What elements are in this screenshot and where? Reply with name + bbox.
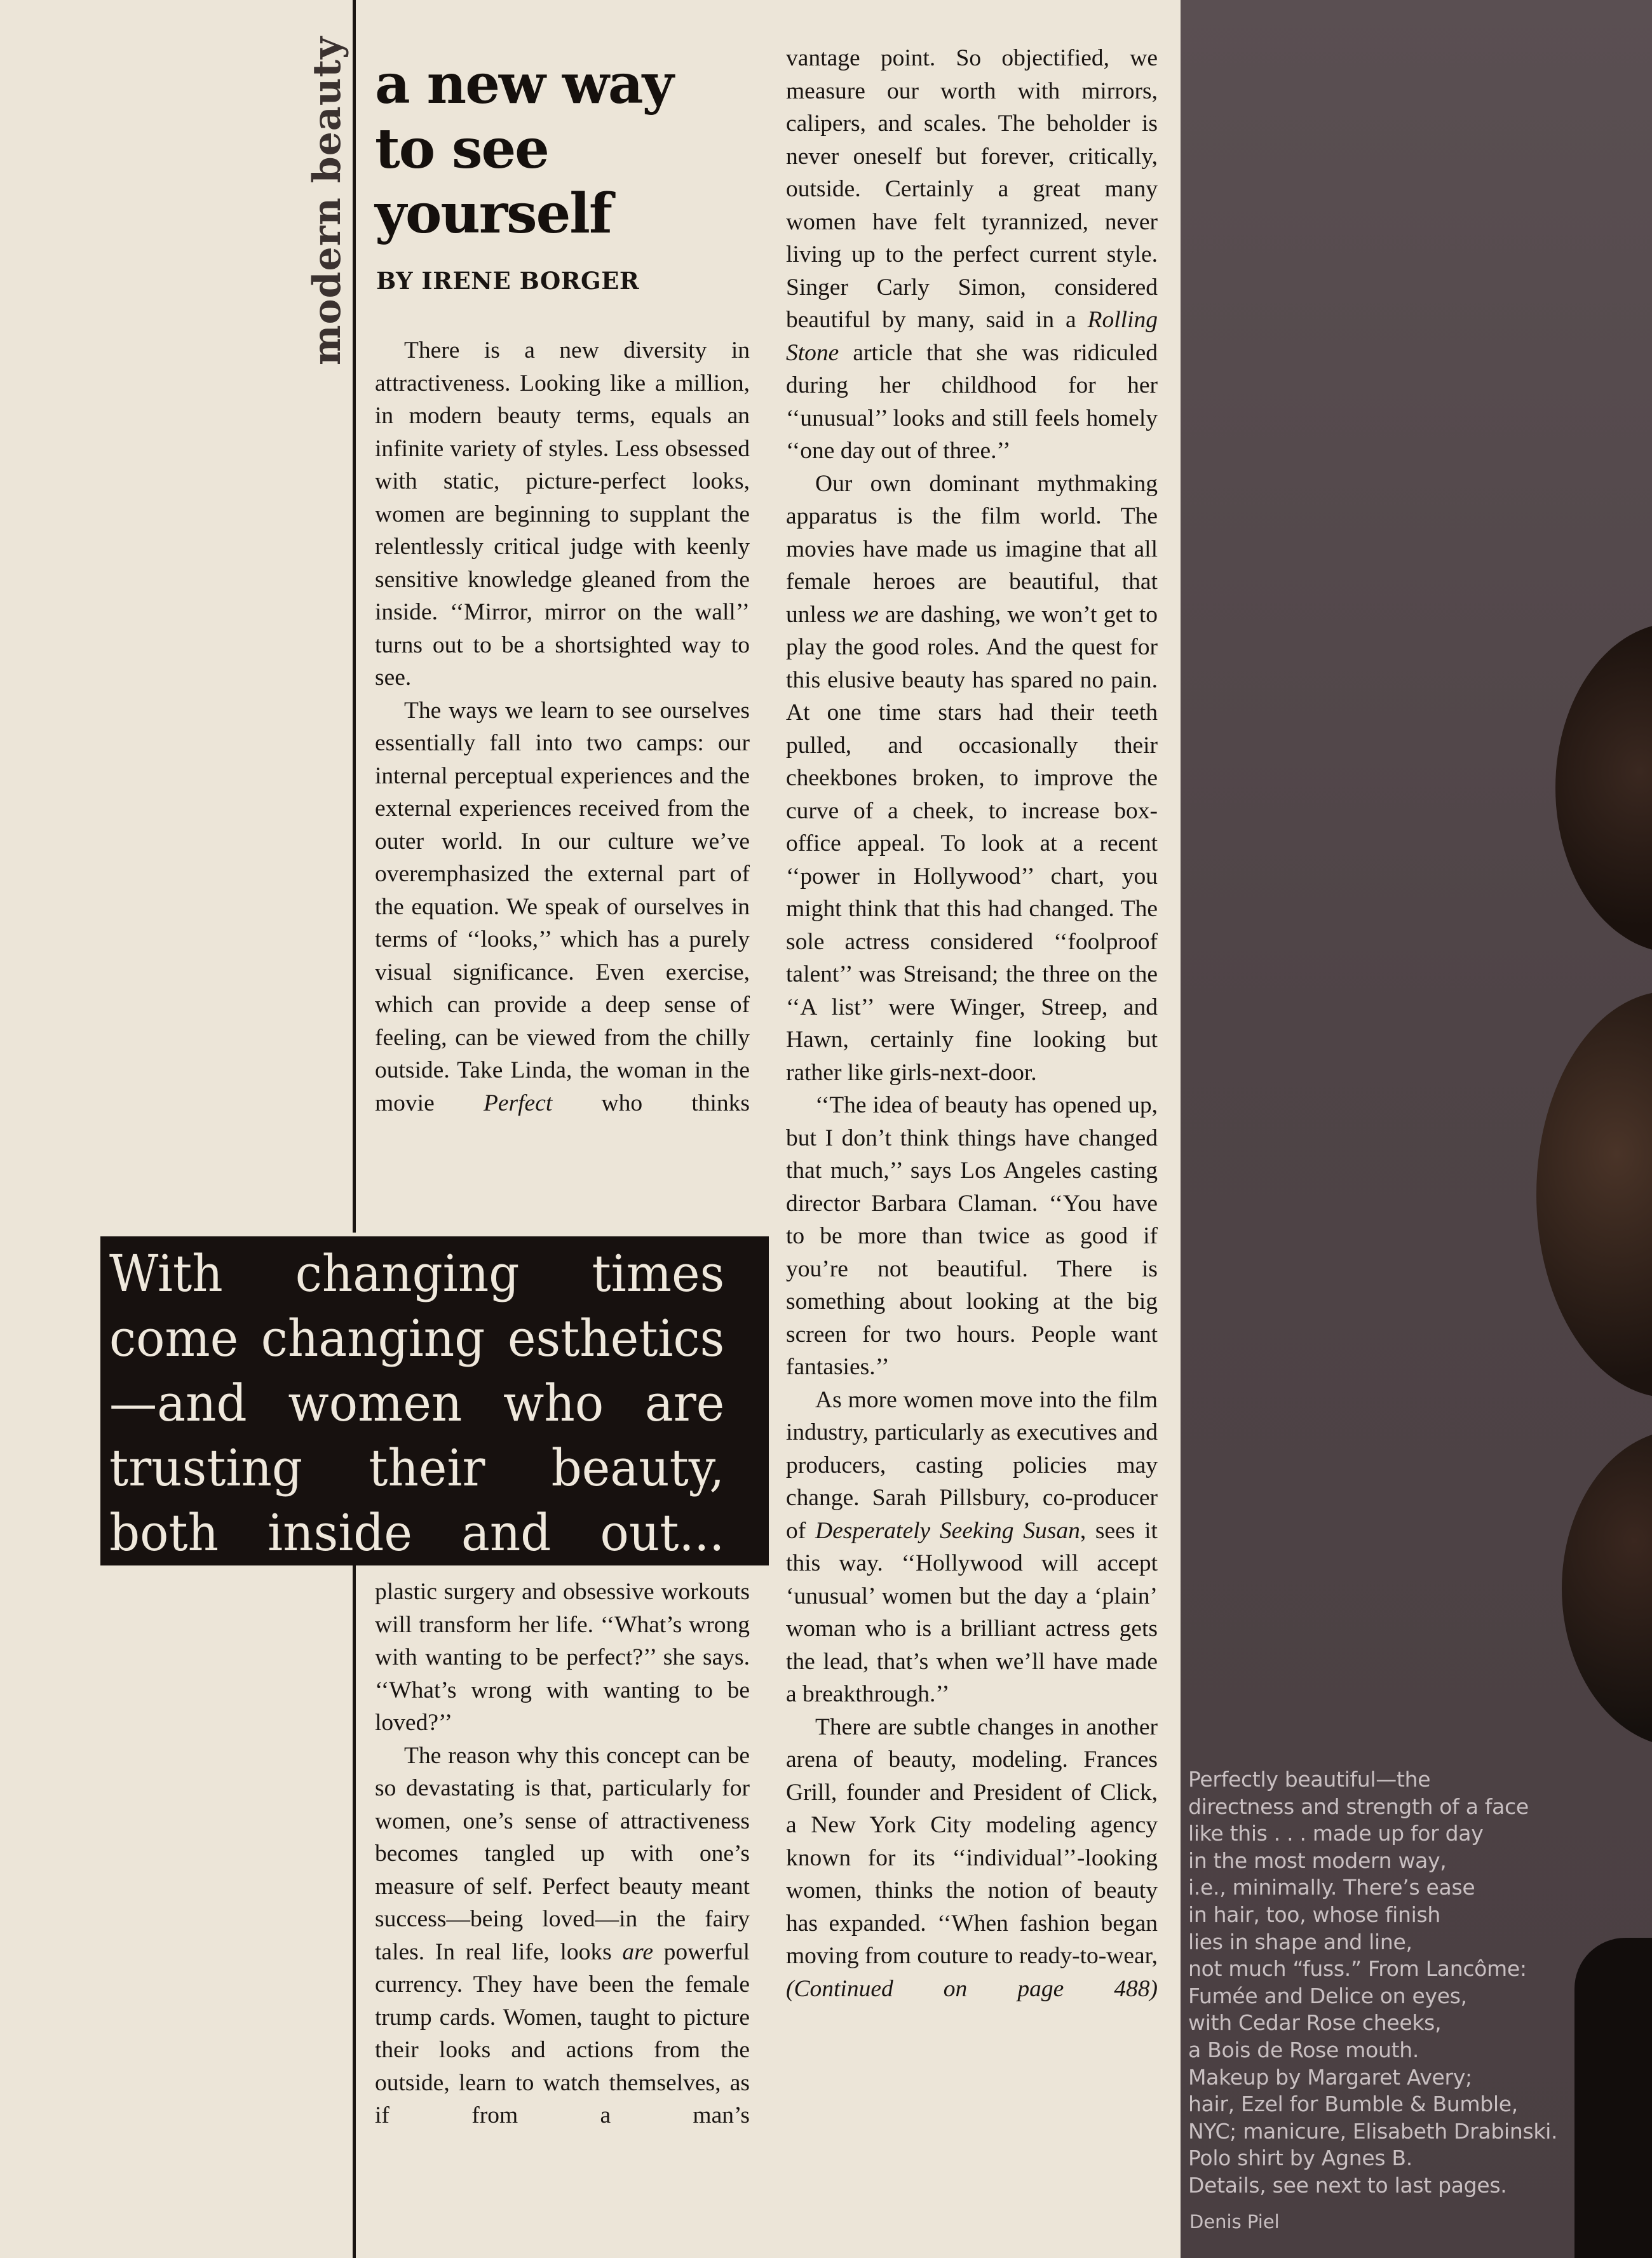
section-label: modern beauty — [305, 36, 349, 365]
paragraph: vantage point. So objectified, we measure our worth with mirrors, calipers, and scales. The beholder is never oneself but forever, critically, outside. Certainly a great many women have felt tyrannized, never living up to the perfect current style. Singer Carly Simon, considered beautiful by many, said in a Rolling Stone article that she was ridiculed during her childhood for her ‘‘unusual’’ looks and still feels homely ‘‘one day out of three.’’ — [786, 45, 1158, 464]
hair-shape-bottom — [1562, 1430, 1652, 1747]
paragraph: Our own dominant mythmaking apparatus is the film world. The movies have made us imagine that all female heroes are beautiful, that unless we are dashing, we won’t get to play the good roles. And the quest for this elusive beauty has spared no pain. At one time stars had their teeth pulled, and occasionally their cheekbones broken, to improve the curve of a cheek, to increase box-office appeal. To look at a recent ‘‘power in Hollywood’’ chart, you might think that this had changed. The sole actress considered ‘‘foolproof talent’’ was Streisand; the three on the ‘‘A list’’ were Winger, Streep, and Hawn, certainly fine looking but rather like girls-next-door. — [786, 470, 1158, 1086]
paragraph: As more women move into the film industry, particularly as executives and producers, casting policies may change. Sarah Pillsbury, co-producer of Desperately Seeking Susan, sees it this way. ‘‘Hollywood will accept ‘unusual’ women but the day a ‘plain’ woman who is a brilliant actress gets the lead, that’s when we’ll have made a breakthrough.’’ — [786, 1386, 1158, 1707]
caption-line: i.e., minimally. There’s ease — [1188, 1875, 1475, 1900]
caption-line: Fumée and Delice on eyes, — [1188, 1983, 1467, 2008]
caption-line: in the most modern way, — [1188, 1848, 1447, 1873]
caption-line: Perfectly beautiful—the — [1188, 1767, 1431, 1792]
headline — [375, 52, 673, 247]
column-2 — [786, 42, 1158, 2005]
headline-line: yourself — [375, 182, 611, 246]
headline-line: to see — [375, 117, 548, 181]
paragraph: There are subtle changes in another arena of beauty, modeling. Frances Grill, founder and President of Click, a New York City modeling agency known for its ‘‘individual’’-looking women, thinks the notion of beauty has expanded. ‘‘When fashion began moving from couture to ready-to-wear, (Continued on page 488) — [786, 1714, 1158, 2002]
pull-quote-line: both inside and out... — [109, 1503, 725, 1562]
photo-credit: Denis Piel — [1189, 2211, 1280, 2233]
pull-quote-line: With changing times — [109, 1244, 725, 1303]
byline: BY IRENE BORGER — [376, 267, 640, 295]
photo-caption — [1188, 1766, 1646, 2200]
caption-line: lies in shape and line, — [1188, 1929, 1412, 1954]
hair-shape-top — [1555, 623, 1652, 953]
paragraph: There is a new diversity in attractiveness. Looking like a million, in modern beauty terms, equals an infinite variety of styles. Less obsessed with static, picture-perfect looks, women are beginning to supplant the relentlessly critical judge with keenly sensitive knowledge gleaned from the inside. ‘‘Mirror, mirror on the wall’’ turns out to be a shortsighted way to see. — [375, 337, 750, 691]
caption-line: with Cedar Rose cheeks, — [1188, 2010, 1442, 2036]
headline-line: a new way — [375, 52, 673, 116]
paragraph: The reason why this concept can be so devastating is that, particularly for women, one’s sense of attractiveness becomes tangled up with one’s measure of self. Perfect beauty meant success—being loved—in the fairy tales. In real life, looks are powerful currency. They have been the female trump cards. Women, taught to picture their looks and actions from the outside, learn to watch themselves, as if from a man’s — [375, 1742, 750, 2128]
caption-line: directness and strength of a face — [1188, 1794, 1529, 1819]
caption-line: like this . . . made up for day — [1188, 1821, 1484, 1846]
paragraph: plastic surgery and obsessive workouts will transform her life. ‘‘What’s wrong with wanting to be perfect?’’ she says. ‘‘What’s wrong with wanting to be loved?’’ — [375, 1579, 750, 1736]
column-rule-top — [353, 0, 356, 1233]
caption-line: Details, see next to last pages. — [1188, 2172, 1507, 2198]
caption-line: in hair, too, whose finish — [1188, 1902, 1440, 1927]
column-1-top — [375, 334, 750, 1119]
pull-quote-line: come changing esthetics — [109, 1309, 725, 1368]
column-rule-bottom — [353, 1564, 356, 2258]
caption-line: not much “fuss.” From Lancôme: — [1188, 1956, 1527, 1982]
pull-quote-line: trusting their beauty, — [109, 1438, 725, 1497]
paragraph: ‘‘The idea of beauty has opened up, but I don’t think things have changed that much,’’ says Los Angeles casting director Barbara Claman. ‘‘You have to be more than twice as good if you’re not beautiful. There is something about looking at the big screen for two hours. People want fantasies.’’ — [786, 1092, 1158, 1380]
caption-line: a Bois de Rose mouth. — [1188, 2037, 1419, 2062]
pull-quote-line: —and women who are — [109, 1374, 725, 1433]
column-1-bottom — [375, 1576, 750, 2132]
caption-line: NYC; manicure, Elisabeth Drabinski. — [1188, 2118, 1558, 2144]
caption-line: Polo shirt by Agnes B. — [1188, 2146, 1412, 2171]
caption-line: hair, Ezel for Bumble & Bumble, — [1188, 2092, 1518, 2117]
caption-line: Makeup by Margaret Avery; — [1188, 2064, 1472, 2090]
paragraph: The ways we learn to see ourselves essentially fall into two camps: our internal perceptual experiences and the external experiences received from the outer world. In our culture we’ve overemphasized the external part of the equation. We speak of ourselves in terms of ‘‘looks,’’ which has a purely visual significance. Even exercise, which can provide a deep sense of feeling, can be viewed from the chilly outside. Take Linda, the woman in the movie Perfect who thinks — [375, 697, 750, 1116]
hair-shape-middle — [1536, 991, 1652, 1398]
